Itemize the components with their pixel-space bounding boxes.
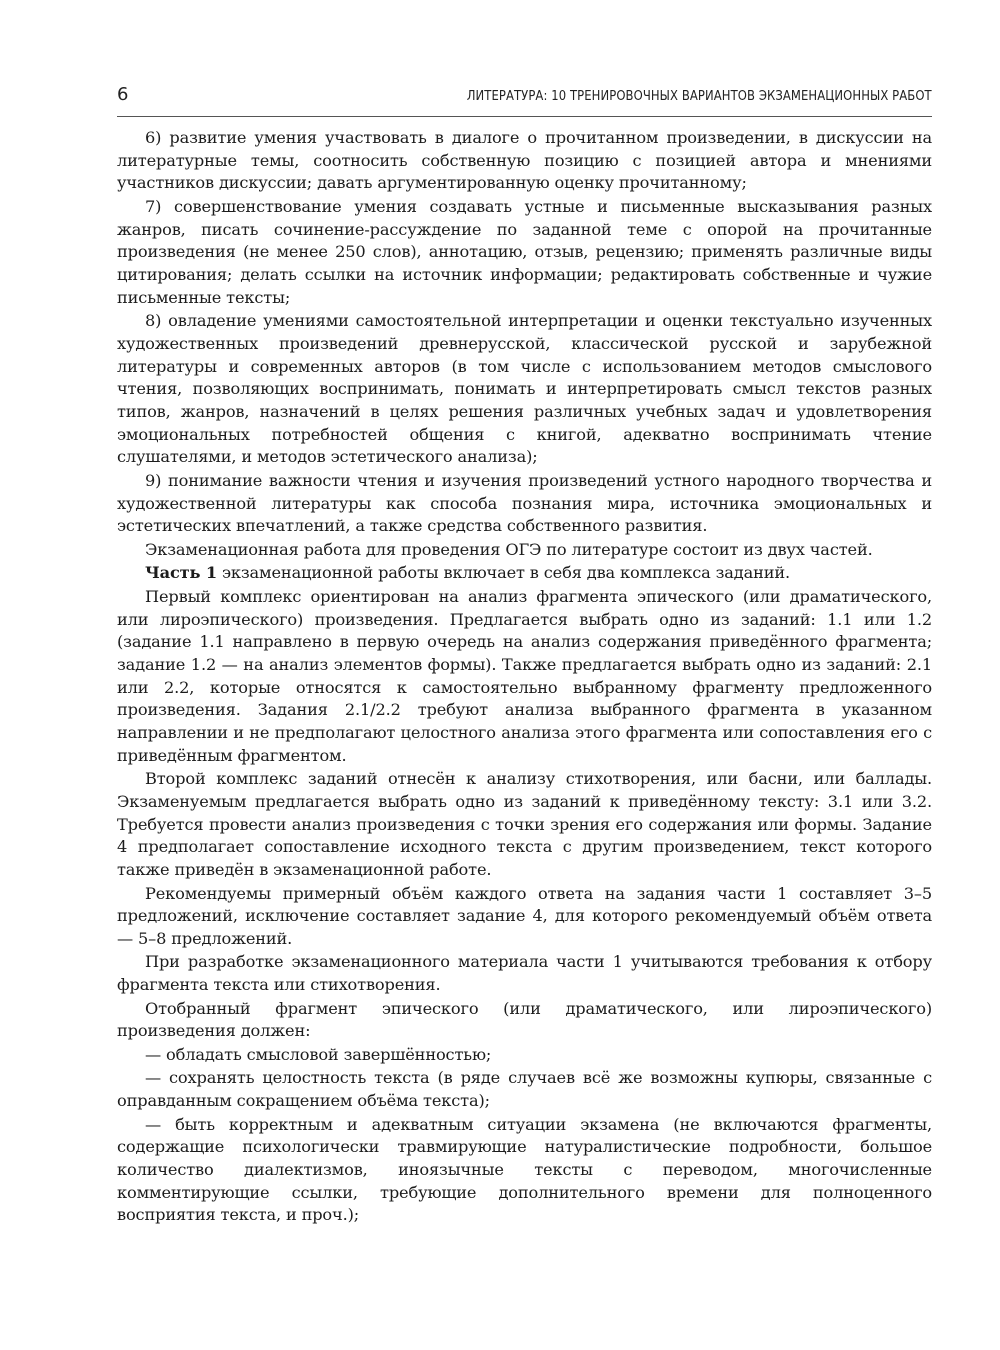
paragraph-requirements-intro: При разработке экзаменационного материала части 1 учитываются требования к отбору фрагмента текста или стихотворения. bbox=[117, 952, 932, 995]
part-1-text: экзаменационной работы включает в себя два комплекса заданий. bbox=[217, 563, 791, 583]
running-title: ЛИТЕРАТУРА: 10 ТРЕНИРОВОЧНЫХ ВАРИАНТОВ ЭКЗАМЕНАЦИОННЫХ РАБОТ bbox=[466, 88, 932, 104]
paragraph-exam-structure: Экзаменационная работа для проведения ОГЭ по литературе состоит из двух частей. bbox=[145, 539, 873, 559]
paragraph-part-1 bbox=[117, 562, 932, 585]
header-rule bbox=[117, 116, 932, 117]
paragraph-item-9: 9) понимание важности чтения и изучения произведений устного народного творчества и художественной литературы как способа познания мира, источника эмоциональных и эстетических впечатлений, а также средства собственного развития. bbox=[117, 470, 932, 536]
paragraph-second-complex: Второй комплекс заданий отнесён к анализу стихотворения, или басни, или баллады. Экзаменуемым предлагается выбрать одно из заданий к приведённому тексту: 3.1 или 3.2. Требуется провести анализ произведения с точки зрения его содержания или формы. Задание 4 предполагает сопоставление исходного текста с другим произведением, текст которого также приведён в экзаменационной работе. bbox=[117, 769, 932, 880]
paragraph-fragment-must: Отобранный фрагмент эпического (или драматического, или лироэпического) произведения должен: bbox=[117, 998, 932, 1041]
paragraph-item-7: 7) совершенствование умения создавать устные и письменные высказывания разных жанров, писать сочинение-рассуждение по заданной теме с опорой на прочитанные произведения (не менее 250 слов), аннотацию, отзыв, рецензию; применять различные виды цитирования; делать ссылки на источник информации; редактировать собственные и чужие письменные тексты; bbox=[117, 196, 932, 307]
document-page bbox=[117, 84, 932, 1227]
page-number: 6 bbox=[117, 84, 129, 105]
dash-item-completeness: — обладать смысловой завершённостью; bbox=[145, 1044, 492, 1064]
body-text bbox=[117, 127, 932, 1227]
dash-item-integrity: — сохранять целостность текста (в ряде случаев всё же возможны купюры, связанные с оправданным сокращением объёма текста); bbox=[117, 1068, 932, 1111]
paragraph-answer-volume: Рекомендуемы примерный объём каждого ответа на задания части 1 составляет 3–5 предложений, исключение составляет задание 4, для которого рекомендуемый объём ответа — 5–8 предложений. bbox=[117, 883, 932, 948]
part-1-label: Часть 1 bbox=[145, 563, 217, 583]
paragraph-item-6: 6) развитие умения участвовать в диалоге о прочитанном произведении, в дискуссии на литературные темы, соотносить собственную позицию с позицией автора и мнениями участников дискуссии; давать аргументированную оценку прочитанному; bbox=[117, 128, 932, 193]
paragraph-item-8: 8) овладение умениями самостоятельной интерпретации и оценки текстуально изученных художественных произведений древнерусской, классической русской и зарубежной литературы и современных авторов (в том числе с использованием методов смыслового чтения, позволяющих воспринимать, понимать и интерпретировать смысл текстов разных типов, жанров, назначений в целях решения различных учебных задач и удовлетворения эмоциональных потребностей общения с книгой, адекватно воспринимать чтение слушателями, и методов эстетического анализа); bbox=[117, 311, 932, 467]
dash-item-appropriateness: — быть корректным и адекватным ситуации экзамена (не включаются фрагменты, содержащие психологически травмирующие натуралистические подробности, большое количество диалектизмов, иноязычные тексты с переводом, многочисленные комментирующие ссылки, требующие дополнительного времени для полноценного восприятия текста, и проч.); bbox=[117, 1114, 932, 1225]
running-header bbox=[117, 84, 932, 112]
paragraph-first-complex: Первый комплекс ориентирован на анализ фрагмента эпического (или драматического, или лироэпического) произведения. Предлагается выбрать одно из заданий: 1.1 или 1.2 (задание 1.1 направлено в первую очередь на анализ содержания приведённого фрагмента; задание 1.2 — на анализ элементов формы). Также предлагается выбрать одно из заданий: 2.1 или 2.2, которые относятся к самостоятельно выбранному фрагменту предложенного произведения. Задания 2.1/2.2 требуют анализа выбранного фрагмента в указанном направлении и не предполагают целостного анализа этого фрагмента или сопоставления его с приведённым фрагментом. bbox=[117, 586, 932, 765]
